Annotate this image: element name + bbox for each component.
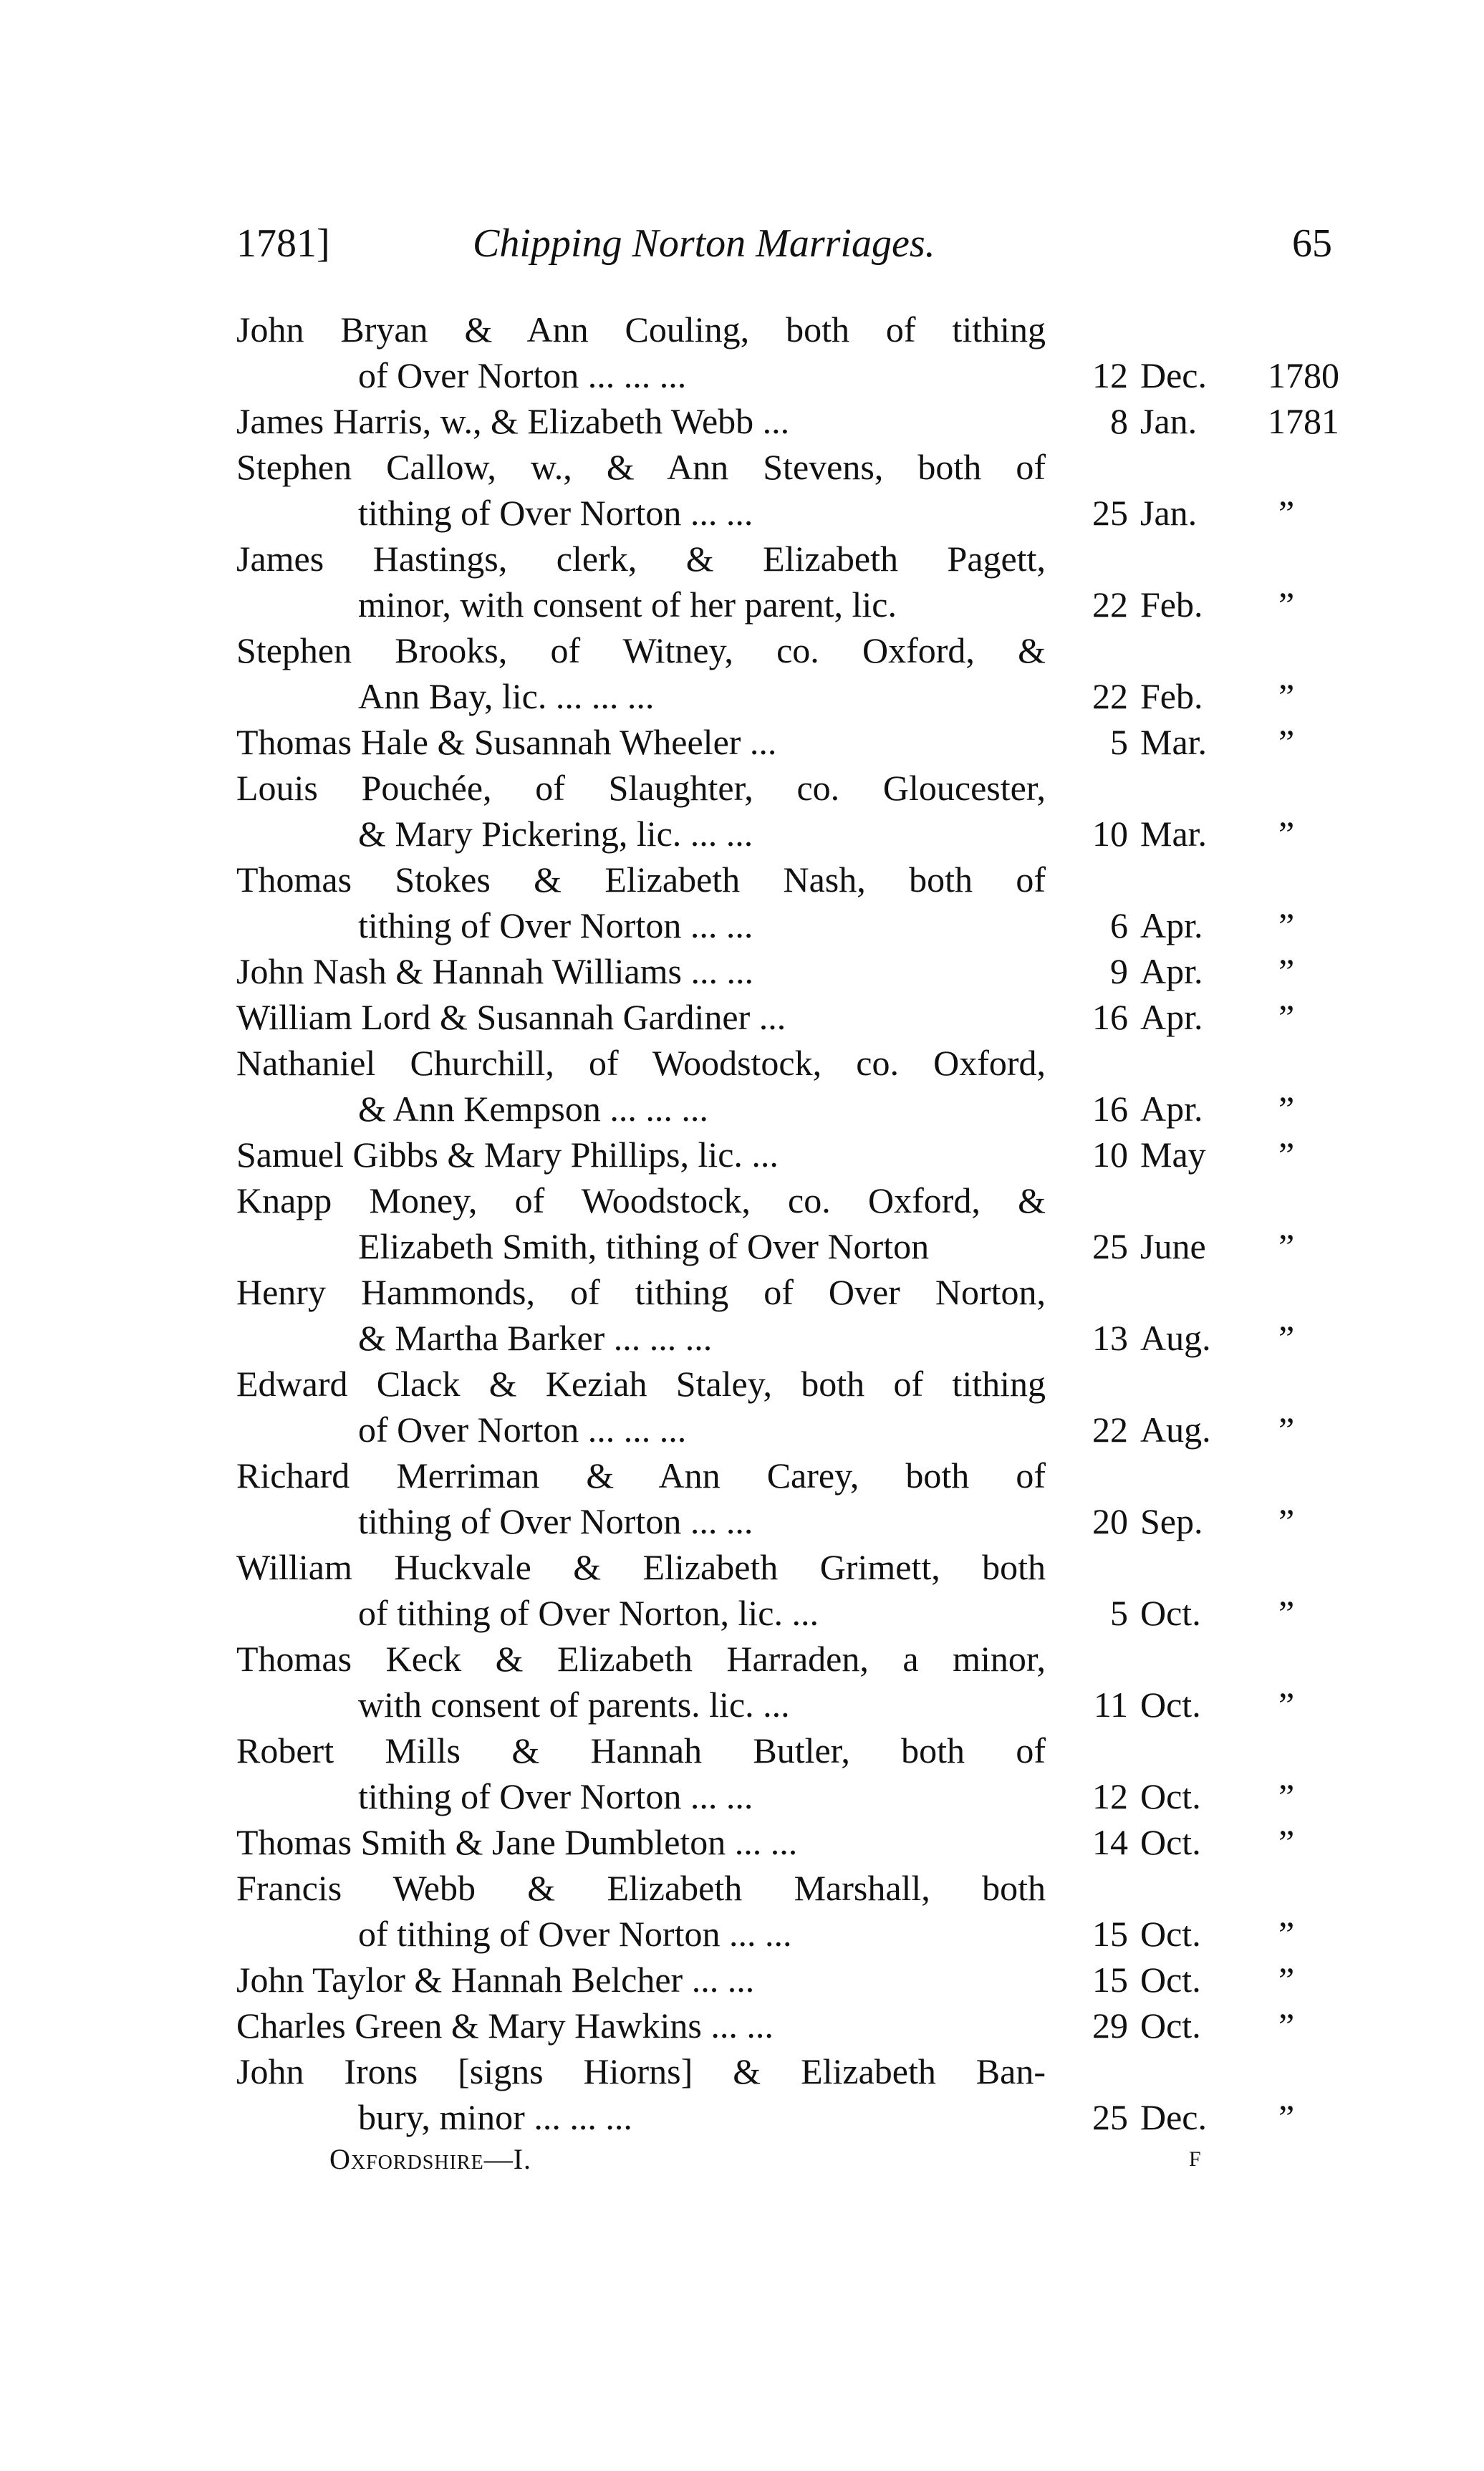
entry-text: tithing of Over Norton ... ... xyxy=(358,493,753,533)
entry-day: 15 xyxy=(1092,1914,1128,1954)
entry-line xyxy=(236,1269,1354,1315)
entry-month: Feb. xyxy=(1140,676,1203,716)
signature-mark: F xyxy=(1189,2147,1201,2171)
entry-continuation-line xyxy=(236,582,1354,627)
entry-month: June xyxy=(1140,1226,1206,1266)
entry-text: Samuel Gibbs & Mary Phillips, lic. ... xyxy=(236,1135,779,1175)
entry-line xyxy=(236,536,1354,582)
entry-text: John Taylor & Hannah Belcher ... ... xyxy=(236,1960,755,2000)
entry-day: 9 xyxy=(1110,951,1128,991)
entry-day: 29 xyxy=(1092,2005,1128,2046)
entry-continuation-line xyxy=(236,1590,1354,1636)
entry-day: 12 xyxy=(1092,355,1128,395)
entry-text: Ann Bay, lic. ... ... ... xyxy=(358,676,655,716)
entry-day: 16 xyxy=(1092,1089,1128,1129)
entry-month: Aug. xyxy=(1140,1410,1211,1450)
running-head xyxy=(236,215,1332,272)
entry-month: Mar. xyxy=(1140,722,1208,762)
entry-day: 25 xyxy=(1092,2097,1128,2137)
entry-continuation-line xyxy=(236,1773,1354,1819)
ditto-mark: ” xyxy=(1278,1685,1295,1725)
entry-line xyxy=(236,307,1354,352)
entry-text: Robert Mills & Hannah Butler, both of xyxy=(236,1730,1046,1771)
ditto-mark: ” xyxy=(1278,1822,1295,1862)
entry-line xyxy=(236,1040,1354,1086)
entry-text: Stephen Brooks, of Witney, co. Oxford, & xyxy=(236,630,1046,670)
entry-line xyxy=(236,1453,1354,1498)
entry-day: 11 xyxy=(1093,1685,1128,1725)
ditto-mark: ” xyxy=(1278,951,1295,991)
entry-text: Louis Pouchée, of Slaughter, co. Gloucester, xyxy=(236,768,1046,808)
entry-line xyxy=(236,398,1354,444)
entry-month: Oct. xyxy=(1140,1685,1201,1725)
entry-text: with consent of parents. lic. ... xyxy=(358,1685,790,1725)
running-head-title: Chipping Norton Marriages. xyxy=(473,221,935,266)
entry-line xyxy=(236,444,1354,490)
entry-day: 12 xyxy=(1092,1776,1128,1816)
entry-text: Elizabeth Smith, tithing of Over Norton xyxy=(358,1226,930,1266)
entry-line xyxy=(236,1361,1354,1407)
entry-line xyxy=(236,857,1354,902)
ditto-mark: ” xyxy=(1278,1960,1295,2000)
entry-day: 6 xyxy=(1110,905,1128,945)
ditto-mark: ” xyxy=(1278,1410,1295,1450)
ditto-mark: ” xyxy=(1278,584,1295,625)
entry-month: Jan. xyxy=(1140,493,1198,533)
entry-continuation-line xyxy=(236,1315,1354,1361)
entry-line xyxy=(236,948,1354,994)
entry-text: John Irons [signs Hiorns] & Elizabeth Ban- xyxy=(236,2051,1046,2091)
entry-year: 1781 xyxy=(1268,401,1339,441)
entry-year: 1780 xyxy=(1268,355,1339,395)
entry-continuation-line xyxy=(236,1223,1354,1269)
entry-month: Oct. xyxy=(1140,1914,1201,1954)
entry-text: & Martha Barker ... ... ... xyxy=(358,1318,713,1358)
entry-month: Dec. xyxy=(1140,355,1207,395)
ditto-mark: ” xyxy=(1278,722,1295,762)
entry-text: James Harris, w., & Elizabeth Webb ... xyxy=(236,401,790,441)
entry-day: 25 xyxy=(1092,493,1128,533)
entry-day: 14 xyxy=(1092,1822,1128,1862)
entry-continuation-line xyxy=(236,902,1354,948)
signature-line: Oxfordshire—I. xyxy=(329,2143,532,2175)
entry-day: 16 xyxy=(1092,997,1128,1037)
entry-text: Knapp Money, of Woodstock, co. Oxford, & xyxy=(236,1180,1046,1220)
entry-line xyxy=(236,2048,1354,2094)
entry-month: Apr. xyxy=(1140,997,1203,1037)
entry-continuation-line xyxy=(236,811,1354,857)
entry-line xyxy=(236,1728,1354,1773)
entry-day: 10 xyxy=(1092,814,1128,854)
entry-day: 8 xyxy=(1110,401,1128,441)
entry-month: Mar. xyxy=(1140,814,1208,854)
marriage-register-list xyxy=(236,307,1354,2140)
ditto-mark: ” xyxy=(1278,997,1295,1037)
entry-continuation-line xyxy=(236,1911,1354,1957)
entry-line xyxy=(236,1636,1354,1682)
entry-month: Apr. xyxy=(1140,905,1203,945)
entry-day: 25 xyxy=(1092,1226,1128,1266)
entry-text: James Hastings, clerk, & Elizabeth Pagett, xyxy=(236,539,1046,579)
entry-text: minor, with consent of her parent, lic. xyxy=(358,584,897,625)
entry-text: John Bryan & Ann Couling, both of tithing xyxy=(236,309,1046,350)
entry-day: 10 xyxy=(1092,1135,1128,1175)
entry-line xyxy=(236,994,1354,1040)
entry-line xyxy=(236,1819,1354,1865)
entry-line xyxy=(236,1865,1354,1911)
entry-day: 20 xyxy=(1092,1501,1128,1541)
entry-month: Dec. xyxy=(1140,2097,1207,2137)
entry-continuation-line xyxy=(236,490,1354,536)
ditto-mark: ” xyxy=(1278,2097,1295,2137)
entry-line xyxy=(236,1177,1354,1223)
entry-text: & Ann Kempson ... ... ... xyxy=(358,1089,708,1129)
entry-continuation-line xyxy=(236,1498,1354,1544)
entry-continuation-line xyxy=(236,1407,1354,1453)
ditto-mark: ” xyxy=(1278,1593,1295,1633)
ditto-mark: ” xyxy=(1278,1776,1295,1816)
entry-month: Oct. xyxy=(1140,1593,1201,1633)
ditto-mark: ” xyxy=(1278,1501,1295,1541)
ditto-mark: ” xyxy=(1278,2005,1295,2046)
entry-text: Francis Webb & Elizabeth Marshall, both xyxy=(236,1868,1046,1908)
entry-text: tithing of Over Norton ... ... xyxy=(358,905,753,945)
entry-month: Oct. xyxy=(1140,1960,1201,2000)
ditto-mark: ” xyxy=(1278,1226,1295,1266)
entry-text: Thomas Smith & Jane Dumbleton ... ... xyxy=(236,1822,798,1862)
entry-text: of tithing of Over Norton, lic. ... xyxy=(358,1593,819,1633)
entry-month: Jan. xyxy=(1140,401,1198,441)
entry-month: Apr. xyxy=(1140,1089,1203,1129)
page-footer xyxy=(329,2138,1261,2181)
entry-day: 22 xyxy=(1092,584,1128,625)
entry-text: Edward Clack & Keziah Staley, both of tithing xyxy=(236,1364,1046,1404)
entry-day: 5 xyxy=(1110,1593,1128,1633)
entry-continuation-line xyxy=(236,352,1354,398)
entry-text: of Over Norton ... ... ... xyxy=(358,1410,687,1450)
entry-text: Henry Hammonds, of tithing of Over Norton, xyxy=(236,1272,1046,1312)
entry-text: Thomas Stokes & Elizabeth Nash, both of xyxy=(236,859,1046,900)
entry-text: tithing of Over Norton ... ... xyxy=(358,1501,753,1541)
entry-line xyxy=(236,627,1354,673)
entry-day: 22 xyxy=(1092,676,1128,716)
entry-continuation-line xyxy=(236,1086,1354,1132)
entry-day: 13 xyxy=(1092,1318,1128,1358)
entry-line xyxy=(236,1957,1354,2003)
page-number: 65 xyxy=(1292,221,1332,266)
entry-text: Nathaniel Churchill, of Woodstock, co. Oxford, xyxy=(236,1043,1046,1083)
entry-text: Stephen Callow, w., & Ann Stevens, both of xyxy=(236,447,1046,487)
entry-text: of tithing of Over Norton ... ... xyxy=(358,1914,792,1954)
entry-text: Thomas Keck & Elizabeth Harraden, a minor, xyxy=(236,1639,1046,1679)
ditto-mark: ” xyxy=(1278,1914,1295,1954)
entry-text: John Nash & Hannah Williams ... ... xyxy=(236,951,753,991)
entry-month: Apr. xyxy=(1140,951,1203,991)
entry-day: 22 xyxy=(1092,1410,1128,1450)
entry-text: Thomas Hale & Susannah Wheeler ... xyxy=(236,722,777,762)
ditto-mark: ” xyxy=(1278,814,1295,854)
ditto-mark: ” xyxy=(1278,493,1295,533)
entry-month: Feb. xyxy=(1140,584,1203,625)
entry-continuation-line xyxy=(236,1682,1354,1728)
entry-line xyxy=(236,2003,1354,2048)
ditto-mark: ” xyxy=(1278,1089,1295,1129)
entry-day: 15 xyxy=(1092,1960,1128,2000)
entry-text: of Over Norton ... ... ... xyxy=(358,355,687,395)
entry-line xyxy=(236,765,1354,811)
entry-text: bury, minor ... ... ... xyxy=(358,2097,632,2137)
entry-month: May xyxy=(1140,1135,1206,1175)
ditto-mark: ” xyxy=(1278,1135,1295,1175)
entry-month: Oct. xyxy=(1140,2005,1201,2046)
entry-month: Oct. xyxy=(1140,1776,1201,1816)
entry-month: Aug. xyxy=(1140,1318,1211,1358)
entry-line xyxy=(236,1544,1354,1590)
entry-text: tithing of Over Norton ... ... xyxy=(358,1776,753,1816)
entry-continuation-line xyxy=(236,673,1354,719)
entry-line xyxy=(236,719,1354,765)
ditto-mark: ” xyxy=(1278,1318,1295,1358)
entry-text: & Mary Pickering, lic. ... ... xyxy=(358,814,753,854)
ditto-mark: ” xyxy=(1278,676,1295,716)
entry-text: William Huckvale & Elizabeth Grimett, both xyxy=(236,1547,1046,1587)
entry-month: Oct. xyxy=(1140,1822,1201,1862)
entry-text: Richard Merriman & Ann Carey, both of xyxy=(236,1455,1046,1495)
entry-month: Sep. xyxy=(1140,1501,1203,1541)
running-head-year: 1781] xyxy=(236,221,330,266)
entry-day: 5 xyxy=(1110,722,1128,762)
entry-line xyxy=(236,1132,1354,1177)
entry-text: Charles Green & Mary Hawkins ... ... xyxy=(236,2005,774,2046)
ditto-mark: ” xyxy=(1278,905,1295,945)
entry-text: William Lord & Susannah Gardiner ... xyxy=(236,997,786,1037)
entry-continuation-line xyxy=(236,2094,1354,2140)
